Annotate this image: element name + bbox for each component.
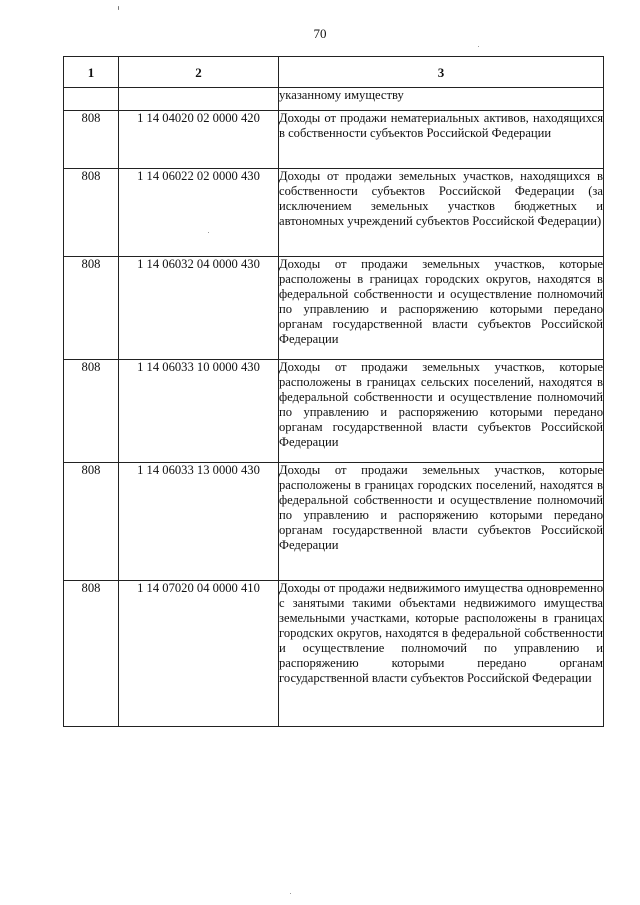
column-header-3: 3 xyxy=(279,57,604,88)
admin-code-cell: 808 xyxy=(64,111,119,169)
budget-code-cell: 1 14 06033 10 0000 430 xyxy=(119,360,279,463)
budget-revenue-table xyxy=(63,56,604,727)
admin-code-cell: 808 xyxy=(64,360,119,463)
scan-speck xyxy=(208,232,209,233)
column-header-2: 2 xyxy=(119,57,279,88)
table-row xyxy=(64,581,604,727)
admin-code-cell: 808 xyxy=(64,463,119,581)
page-number: 70 xyxy=(313,26,327,41)
table-row xyxy=(64,463,604,581)
budget-code-cell xyxy=(119,88,279,111)
table-row xyxy=(64,257,604,360)
admin-code-cell xyxy=(64,88,119,111)
table-row xyxy=(64,169,604,257)
table-header-row xyxy=(64,57,604,88)
budget-code-cell: 1 14 04020 02 0000 420 xyxy=(119,111,279,169)
scan-speck xyxy=(118,6,119,10)
scan-speck xyxy=(478,46,479,47)
table-row xyxy=(64,88,604,111)
revenue-name-cell: Доходы от продажи земельных участков, находящихся в собственности субъектов Российской Федерации (за исключением земельных участков бюджетных и автономных учреждений субъектов Российской Федерации) xyxy=(279,169,604,257)
revenue-name-cell: Доходы от продажи земельных участков, которые расположены в границах сельских поселений, находятся в федеральной собственности и осуществление полномочий по управлению и распоряжению которыми передано органам государственной власти субъектов Российской Федерации xyxy=(279,360,604,463)
budget-code-cell: 1 14 07020 04 0000 410 xyxy=(119,581,279,727)
revenue-name-cell: Доходы от продажи земельных участков, которые расположены в границах городских округов, находятся в федеральной собственности и осуществление полномочий по управлению и распоряжению которыми передано органам государственной власти субъектов Российской Федерации xyxy=(279,257,604,360)
budget-code-cell: 1 14 06032 04 0000 430 xyxy=(119,257,279,360)
revenue-name-cell: Доходы от продажи нематериальных активов, находящихся в собственности субъектов Российской Федерации xyxy=(279,111,604,169)
table-row xyxy=(64,360,604,463)
admin-code-cell: 808 xyxy=(64,169,119,257)
revenue-name-cell: Доходы от продажи недвижимого имущества одновременно с занятыми такими объектами недвижимого имущества земельными участками, которые расположены в границах городских округов, находятся в федеральной собственности и осуществление полномочий по управлению и распоряжению которыми передано органам государственной власти субъектов Российской Федерации xyxy=(279,581,604,727)
revenue-name-cell: Доходы от продажи земельных участков, которые расположены в границах городских поселений, находятся в федеральной собственности и осуществление полномочий по управлению и распоряжению которыми передано органам государственной власти субъектов Российской Федерации xyxy=(279,463,604,581)
scan-speck xyxy=(290,893,291,894)
budget-code-cell: 1 14 06033 13 0000 430 xyxy=(119,463,279,581)
column-header-1: 1 xyxy=(64,57,119,88)
budget-code-cell: 1 14 06022 02 0000 430 xyxy=(119,169,279,257)
revenue-name-cell: указанному имуществу xyxy=(279,88,604,111)
admin-code-cell: 808 xyxy=(64,581,119,727)
table-row xyxy=(64,111,604,169)
admin-code-cell: 808 xyxy=(64,257,119,360)
